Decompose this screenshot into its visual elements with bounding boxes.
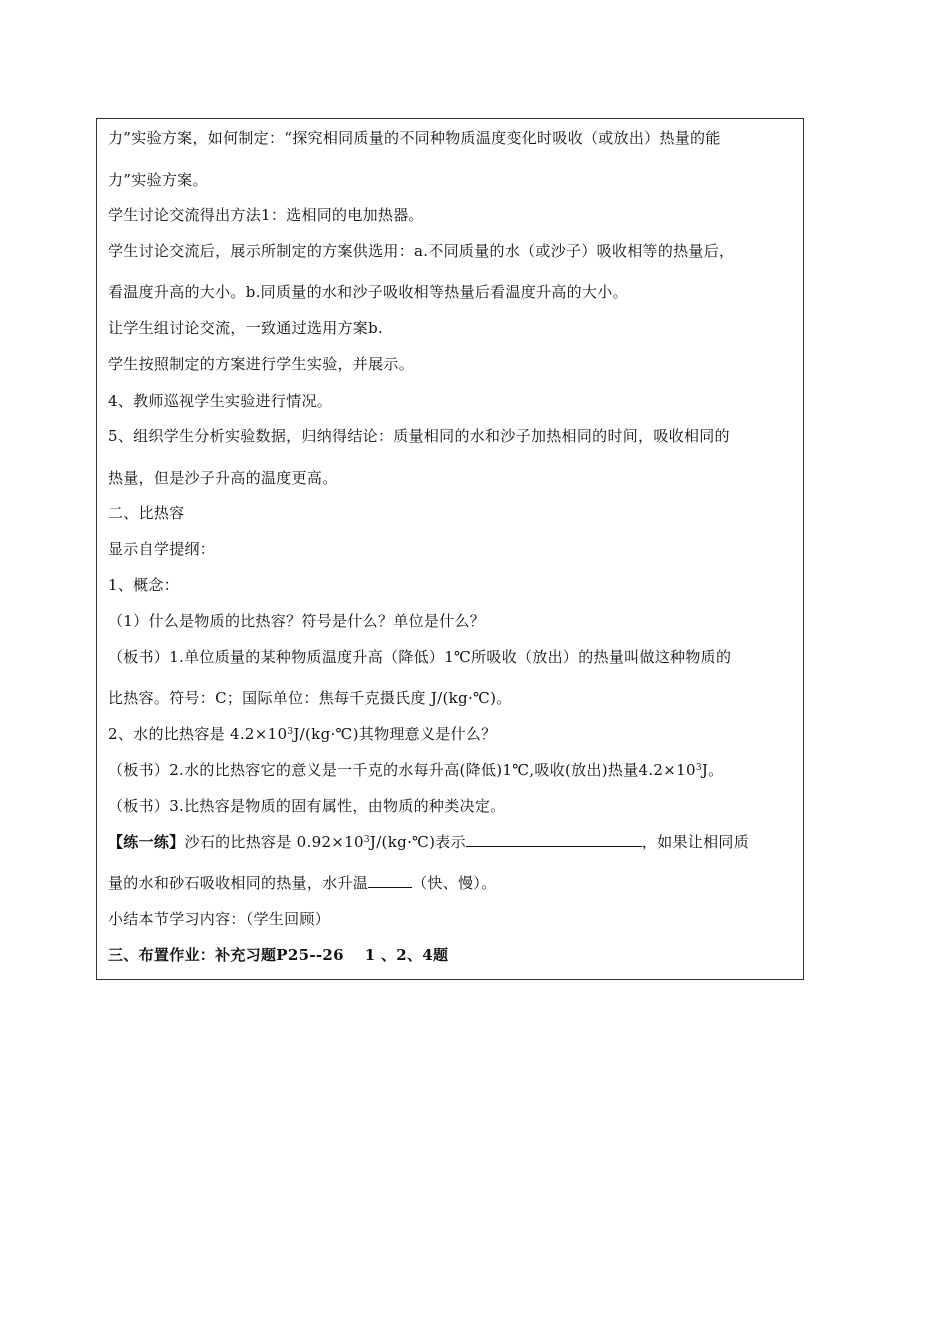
text-line-3: 学生讨论交流得出方法1：选相同的电加热器。 [108,206,424,224]
text-line-2: 力”实验方案。 [108,171,208,189]
text-line-15: （板书）1.单位质量的某种物质温度升高（降低）1℃所吸收（放出）的热量叫做这种物质的 [108,648,732,666]
practice-label: 【练一练】 [108,833,185,851]
text-line-7: 学生按照制定的方案进行学生实验，并展示。 [108,355,415,373]
homework-line: 三、布置作业：补充习题P25--26 1 、2、4题 [108,946,449,964]
text-line-4: 学生讨论交流后，展示所制定的方案供选用：a.不同质量的水（或沙子）吸收相等的热量后， [108,242,735,260]
text-line-12: 显示自学提纲： [108,540,216,558]
text-line-5: 看温度升高的大小。b.同质量的水和沙子吸收相等热量后看温度升高的大小。 [108,283,628,301]
section-heading-specific-heat: 二、比热容 [108,504,185,522]
text-line-18-b: J。 [701,761,724,779]
lesson-plan-box [96,118,804,980]
text-line-17-a: 2、水的比热容是 4.2×10 [108,725,288,743]
practice-text-d: 量的水和砂石吸收相同的热量，水升温 [108,874,369,892]
text-line-10: 热量，但是沙子升高的温度更高。 [108,469,338,487]
text-line-18 [108,760,723,780]
practice-text-c: ，如果让相同质 [641,833,749,851]
practice-text-e: （快、慢）。 [412,874,497,892]
answer-blank-speed[interactable] [368,873,412,888]
text-line-13: 1、概念： [108,576,180,594]
text-line-22: 小结本节学习内容：（学生回顾） [108,910,331,928]
text-line-19: （板书）3.比热容是物质的固有属性，由物质的种类决定。 [108,797,506,815]
text-line-17 [108,724,496,744]
text-line-1: 力”实验方案，如何制定：“探究相同质量的不同种物质温度变化时吸收（或放出）热量的能 [108,129,721,147]
text-line-9: 5、组织学生分析实验数据，归纳得结论：质量相同的水和沙子加热相同的时间，吸收相同的 [108,427,730,445]
exponent: 3 [363,835,370,845]
practice-line-2 [108,873,496,893]
answer-blank-meaning[interactable] [466,832,642,847]
practice-text-b: J/(kg·℃)表示 [369,833,466,851]
text-line-14: （1）什么是物质的比热容？符号是什么？单位是什么？ [108,612,486,630]
text-line-16: 比热容。符号：C；国际单位：焦每千克摄氏度 J/(kg·℃)。 [108,689,512,707]
practice-text-a: 沙石的比热容是 0.92×10 [184,833,364,851]
text-line-17-b: J/(kg·℃)其物理意义是什么？ [293,725,497,743]
text-line-18-a: （板书）2.水的比热容它的意义是一千克的水每升高(降低)1℃,吸收(放出)热量4.2×10 [108,761,696,779]
exponent: 3 [287,727,294,737]
practice-line [108,832,749,852]
exponent: 3 [695,763,702,773]
text-line-8: 4、教师巡视学生实验进行情况。 [108,392,333,410]
text-line-6: 让学生组讨论交流，一致通过选用方案b. [108,319,384,337]
